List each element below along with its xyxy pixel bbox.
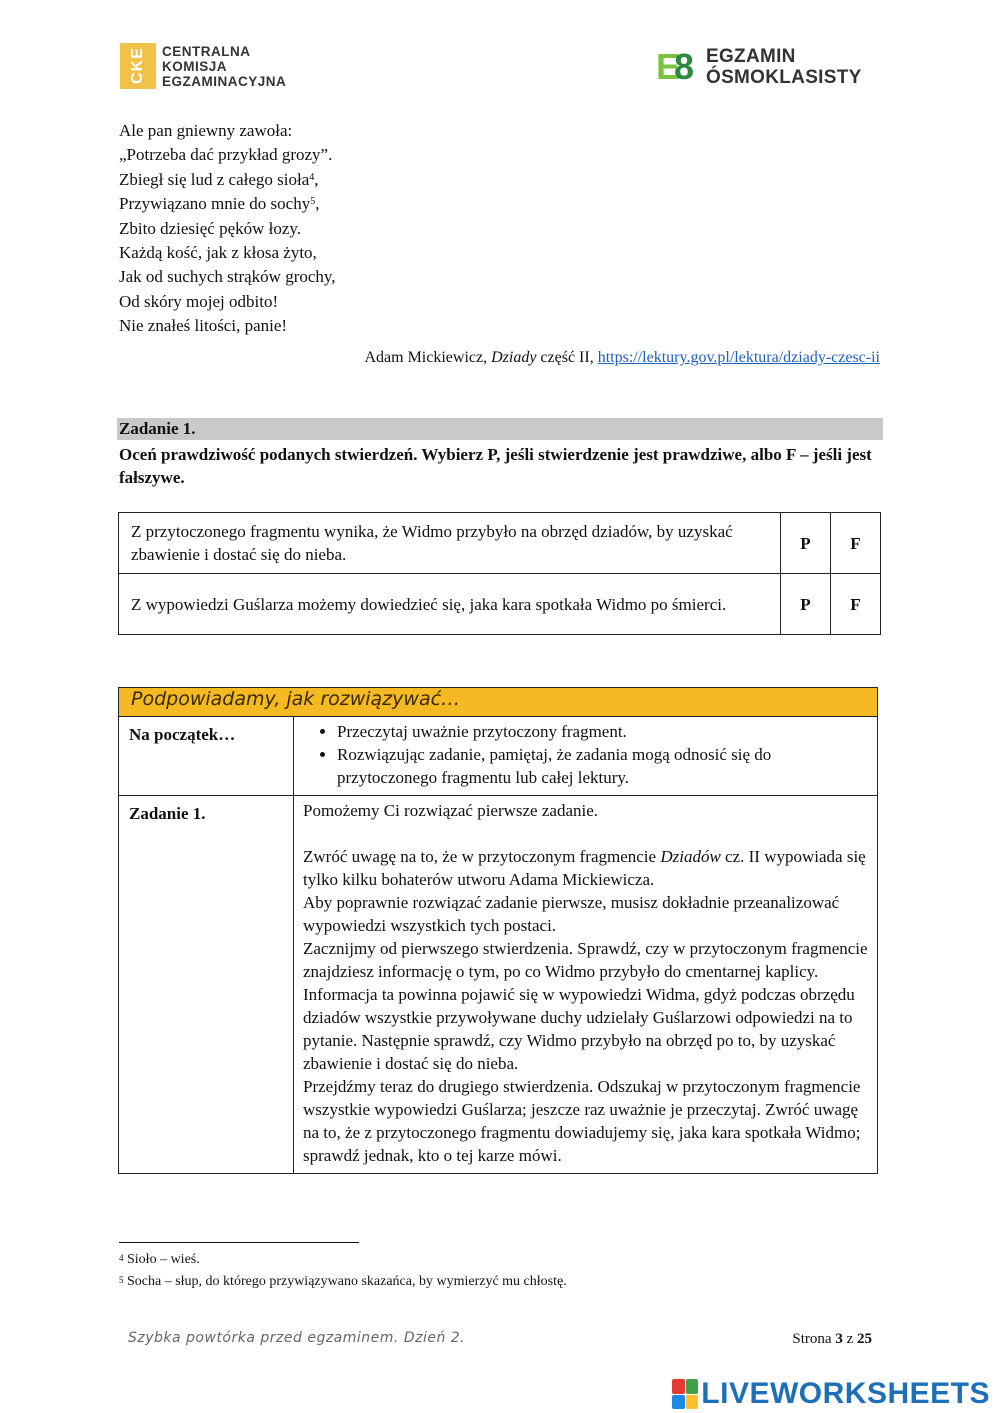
footer-title: Szybka powtórka przed egzaminem. Dzień 2.	[128, 1330, 466, 1346]
logo-square	[686, 1379, 699, 1394]
hint-table	[118, 687, 878, 1174]
poem-line: Zbiegł się lud z całego sioła$^4$,	[119, 169, 319, 189]
task-title: Zadanie 1.	[117, 418, 883, 440]
footnote-ref[interactable]: 4	[309, 171, 315, 183]
hint-title: Podpowiadamy, jak rozwiązywać…	[119, 688, 878, 717]
poem-line: Przywiązano mnie do sochy$^5$,	[119, 194, 320, 214]
poem-line: „Potrzeba dać przykład grozy”.	[119, 145, 333, 165]
liveworksheets-icon	[672, 1379, 698, 1409]
source-link[interactable]: https://lektury.gov.pl/lektura/dziady-czesc-ii	[597, 349, 880, 366]
footnote-5: $^5$ Socha – słup, do którego przywiązywano skazańca, by wymierzyć mu chłostę.	[119, 1274, 567, 1289]
logo-square	[672, 1395, 685, 1410]
poem-line: Każdą kość, jak z kłosa żyto,	[119, 243, 317, 263]
footnote-divider	[119, 1242, 359, 1243]
statement-text: Z przytoczonego fragmentu wynika, że Widmo przybyło na obrzęd dziadów, by uzyskać zbawienie i dostać się do nieba.	[119, 513, 781, 574]
poem-excerpt	[119, 119, 336, 339]
source-citation: Adam Mickiewicz, Dziady część II, https://lektury.gov.pl/lektura/dziady-czesc-ii	[364, 349, 880, 366]
cke-logo-text: CENTRALNA KOMISJA EGZAMINACYJNA	[162, 43, 287, 89]
footnote-4: $^4$ Sioło – wieś.	[119, 1252, 200, 1267]
page-number: Strona 3 z 25	[792, 1331, 872, 1347]
logo-square	[686, 1395, 699, 1410]
e8-logo-mark: E 8	[655, 46, 695, 87]
cke-logo	[120, 42, 286, 90]
list-item: • Rozwiązując zadanie, pamiętaj, że zadania mogą odnosić się do przytoczonego fragmentu lub całej lektury.	[337, 743, 868, 789]
statement-text: Z wypowiedzi Guślarza możemy dowiedzieć się, jaka kara spotkała Widmo po śmierci.	[119, 574, 781, 635]
answer-f-button[interactable]: F	[831, 513, 881, 574]
table-row	[119, 513, 881, 574]
liveworksheets-logo[interactable]	[672, 1377, 990, 1411]
hint-label-start: Na początek…	[119, 717, 294, 796]
footnote-ref[interactable]: 5	[310, 196, 316, 208]
e8-logo-text: EGZAMIN ÓSMOKLASISTY	[706, 46, 862, 88]
task-instruction: Oceń prawdziwość podanych stwierdzeń. Wybierz P, jeśli stwierdzenie jest prawdziwe, albo F – jeśli jest fałszywe.	[119, 445, 872, 487]
poem-line: Od skóry mojej odbito!	[119, 291, 279, 311]
cke-logo-mark: CKE	[120, 43, 156, 89]
poem-line: Nie znałeś litości, panie!	[119, 316, 288, 336]
hint-tips	[294, 717, 878, 796]
table-row	[119, 574, 881, 635]
poem-line: Jak od suchych strąków grochy,	[119, 267, 336, 287]
hint-explanation: Pomożemy Ci rozwiązać pierwsze zadanie. Zwróć uwagę na to, że w przytoczonym fragmencie Dziadów cz. II wypowiada się tylko kilku bohaterów utworu Adama Mickiewicza. Aby poprawnie rozwiązać zadanie pierwsze, musisz dokładnie przeanalizować wypowiedzi wszystkich tych postaci. Zacznijmy od pierwszego stwierdzenia. Sprawdź, czy w przytoczonym fragmencie znajdziesz informację o tym, po co Widmo przybyło do cmentarnej kaplicy. Informacja ta powinna pojawić się w wypowiedzi Widma, gdyż podczas obrzędu dziadów wszystkie przywoływane duchy udzielały Guślarzowi odpowiedzi na to pytanie. Następnie sprawdź, czy Widmo przybyło na obrzęd po to, by uzyskać zbawienie i dostać się do nieba. Przejdźmy teraz do drugiego stwierdzenia. Odszukaj w przytoczonym fragmencie wszystkie wypowiedzi Guślarza; jeszcze raz uważnie je przeczytaj. Zwróć uwagę na to, że z przytoczonego fragmentu dowiadujemy się, jaka kara spotkała Widmo; sprawdź jednak, kto o tej karze mówi.	[294, 796, 878, 1174]
hint-label-task: Zadanie 1.	[119, 796, 294, 1174]
poem-line: Ale pan gniewny zawoła:	[119, 121, 293, 140]
answer-p-button[interactable]: P	[781, 574, 831, 635]
poem-line: Zbito dziesięć pęków łozy.	[119, 218, 302, 238]
e8-logo	[650, 44, 862, 90]
table-row	[119, 796, 878, 1174]
answer-p-button[interactable]: P	[781, 513, 831, 574]
answer-f-button[interactable]: F	[831, 574, 881, 635]
logo-square	[672, 1379, 685, 1394]
table-row	[119, 717, 878, 796]
list-item: • Przeczytaj uważnie przytoczony fragment.	[337, 720, 868, 743]
liveworksheets-text: LIVEWORKSHEETS	[701, 1377, 990, 1410]
true-false-table	[118, 512, 881, 635]
